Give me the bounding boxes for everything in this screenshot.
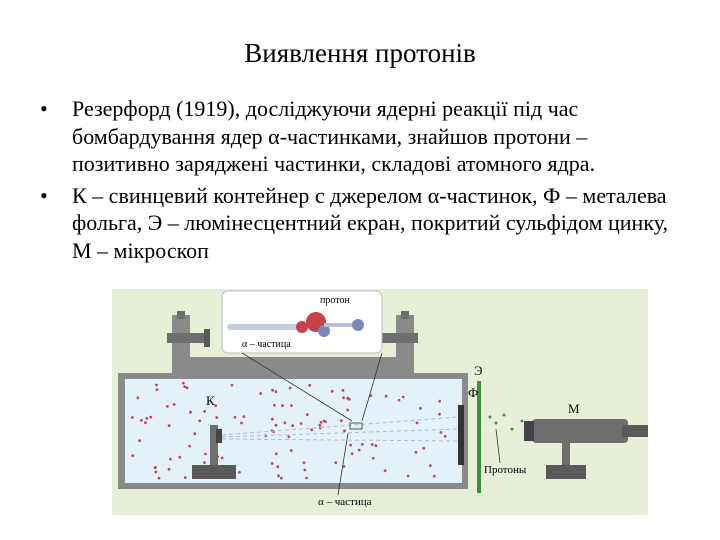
particle-dot [438, 413, 441, 416]
particle-dot [342, 389, 345, 392]
particle-dot [375, 444, 378, 447]
experiment-illustration [112, 289, 648, 515]
particle-dot [288, 435, 291, 438]
particle-dot [342, 396, 345, 399]
particle-dot [277, 474, 280, 477]
particle-dot [203, 410, 206, 413]
particle-dot [140, 419, 143, 422]
particle-dot [271, 389, 274, 392]
particle-dot [416, 422, 419, 425]
particle-dot [281, 404, 284, 407]
particle-dot [183, 385, 186, 388]
particle-dot [168, 424, 171, 427]
particle-dot [144, 421, 147, 424]
particle-dot [137, 396, 140, 399]
particle-dot [419, 407, 422, 410]
particle-dot [385, 395, 388, 398]
particle-dot [131, 454, 134, 457]
particle-dot [168, 468, 171, 471]
bullet-item [40, 182, 680, 265]
particle-dot [358, 449, 361, 452]
particle-dot [234, 416, 237, 419]
particle-dot [415, 451, 418, 454]
particle-dot [154, 466, 157, 469]
particle-dot [308, 384, 311, 387]
metal-foil [458, 405, 464, 465]
particle-dot [276, 465, 279, 468]
particle-dot [340, 419, 343, 422]
particle-dot [331, 390, 334, 393]
particle-dot [372, 457, 375, 460]
bullet-marker: • [40, 182, 48, 208]
slide-title: Виявлення протонів [244, 38, 476, 68]
proton-ball [352, 319, 364, 331]
particle-dot [320, 421, 323, 424]
particle-dot [198, 419, 201, 422]
particle-dot [275, 453, 278, 456]
particle-dot [289, 387, 292, 390]
particle-dot [231, 384, 234, 387]
particle-dot [361, 443, 364, 446]
particle-dot [402, 396, 405, 399]
particle-dot [303, 461, 306, 464]
particle-dot [290, 449, 293, 452]
particle-dot [271, 418, 274, 421]
particle-dot [429, 464, 432, 467]
particle-dot [166, 405, 169, 408]
particle-dot [145, 417, 148, 420]
particle-dot [433, 475, 436, 478]
particle-dot [158, 477, 161, 480]
particle-dot [188, 445, 191, 448]
particle-dot [318, 424, 321, 427]
particle-dot [280, 477, 283, 480]
particle-dot [275, 424, 278, 427]
particle-dot [131, 416, 134, 419]
label-m: М [568, 401, 580, 416]
particle-dot [173, 403, 176, 406]
particle-dot [323, 420, 326, 423]
particle-dot [259, 392, 262, 395]
particle-dot [243, 415, 246, 418]
label-e: Э [474, 363, 483, 378]
particle-dot [304, 469, 307, 472]
particle-dot [273, 404, 276, 407]
particle-dot [291, 424, 294, 427]
particle-dot [238, 471, 241, 474]
particle-dot [284, 421, 287, 424]
bullet-list [40, 95, 680, 268]
particle-dot [290, 404, 293, 407]
particle-dot [275, 390, 278, 393]
alpha-inset-label: α – частица [242, 339, 291, 350]
particle-dot [138, 439, 141, 442]
particle-dot [349, 444, 352, 447]
particle-dot [422, 447, 425, 450]
particle-dot [343, 430, 346, 433]
particle-dot [154, 471, 157, 474]
particle-dot [271, 462, 274, 465]
particle-dot [186, 386, 189, 389]
lead-container [118, 357, 468, 489]
particle-dot [407, 475, 410, 478]
particle-dot [305, 477, 308, 480]
particle-dot [203, 461, 206, 464]
particle-dot [300, 422, 303, 425]
particle-dot [384, 469, 387, 472]
particle-dot [178, 456, 181, 459]
particle-dot [184, 476, 187, 479]
particle-dot [398, 399, 401, 402]
particle-dot [444, 435, 447, 438]
particle-dot [351, 452, 354, 455]
particle-dot [348, 398, 351, 401]
particle-dot [204, 453, 207, 456]
particle-dot [193, 432, 196, 435]
particle-dot [346, 409, 349, 412]
particle-dot [149, 416, 152, 419]
bullet-text: Резерфорд (1919), досліджуючи ядерні реакції під час бомбардування ядер α-частинками, знайшов протони – позитивно заряджені частинки, складові атомного ядра. [72, 96, 596, 176]
particle-dot [215, 416, 218, 419]
label-k: К [206, 393, 215, 408]
particle-dot [371, 443, 374, 446]
particle-dot [221, 457, 224, 460]
particle-dot [169, 458, 172, 461]
label-f: Ф [468, 385, 479, 400]
alpha-bottom-label: α – частица [318, 496, 372, 508]
bullet-marker: • [40, 96, 48, 121]
bullet-text: К – свинцевий контейнер с джерелом α-частинок, Ф – металева фольга, Э – люмінесцентний екран, покритий сульфідом цинку, М – мікроскоп [72, 182, 669, 263]
proton-inset-label: протон [320, 295, 350, 306]
particle-dot [156, 388, 159, 391]
particle-dot [438, 400, 441, 403]
particle-dot [440, 431, 443, 434]
particle-dot [240, 422, 243, 425]
particle-dot [334, 461, 337, 464]
bullet-item [40, 95, 680, 178]
particle-dot [155, 384, 158, 387]
particle-dot [310, 428, 313, 431]
particle-dot [306, 413, 309, 416]
protons-label: Протоны [484, 464, 527, 476]
particle-dot [182, 382, 185, 385]
apparatus-diagram [112, 289, 648, 515]
particle-dot [189, 411, 192, 414]
